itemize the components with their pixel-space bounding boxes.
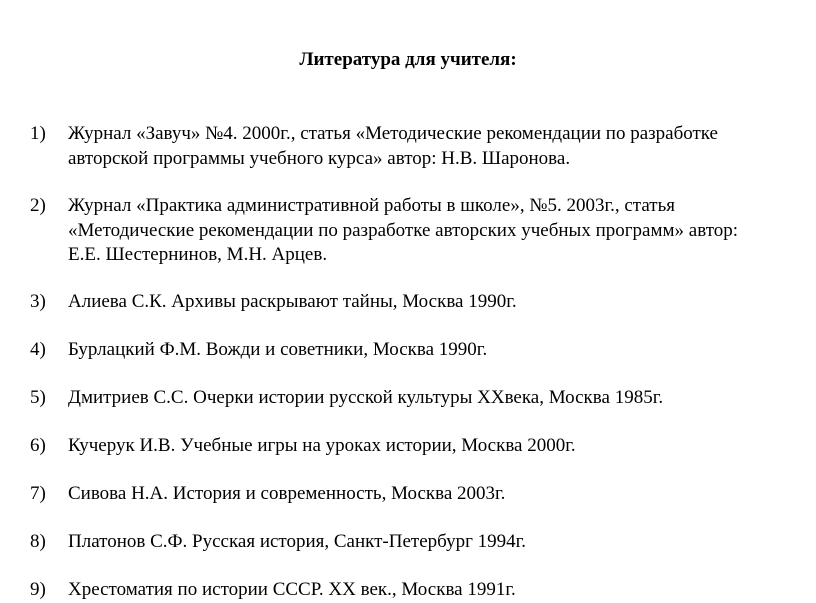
list-item-line: Хрестоматия по истории СССР. XX век., Москва 1991г. bbox=[68, 579, 516, 600]
list-item-line: Е.Е. Шестернинов, М.Н. Арцев. bbox=[68, 244, 328, 265]
list-item-text bbox=[68, 122, 816, 171]
list-item-number: 8) bbox=[30, 531, 46, 552]
list-item-text bbox=[68, 434, 816, 459]
list-item-number: 5) bbox=[30, 387, 46, 408]
list-item-line: «Методические рекомендации по разработке авторских учебных программ» автор: bbox=[68, 219, 739, 241]
list-item-line: Бурлацкий Ф.М. Вожди и советники, Москва 1990г. bbox=[68, 339, 488, 360]
list-item-text bbox=[68, 338, 816, 363]
list-item-text bbox=[68, 386, 816, 411]
list-item-number: 4) bbox=[30, 339, 46, 360]
list-item-number: 2) bbox=[30, 195, 46, 216]
list-item-text bbox=[68, 194, 816, 268]
list-item-number: 9) bbox=[30, 579, 46, 600]
list-item-line: Дмитриев С.С. Очерки истории русской культуры XXвека, Москва 1985г. bbox=[68, 387, 664, 408]
list-item-line: Журнал «Завуч» №4. 2000г., статья «Методические рекомендации по разработке bbox=[68, 123, 718, 144]
list-item-line: Алиева С.К. Архивы раскрывают тайны, Москва 1990г. bbox=[68, 291, 517, 312]
list-item-line: Журнал «Практика административной работы в школе», №5. 2003г., статья bbox=[68, 195, 675, 216]
list-item-line: авторской программы учебного курса» автор: Н.В. Шаронова. bbox=[68, 147, 571, 169]
list-item-text bbox=[68, 578, 816, 603]
list-item-text bbox=[68, 290, 816, 315]
list-item-number: 6) bbox=[30, 435, 46, 456]
list-item-number: 3) bbox=[30, 291, 46, 312]
list-item-line: Платонов С.Ф. Русская история, Санкт-Петербург 1994г. bbox=[68, 531, 527, 552]
list-item-line: Кучерук И.В. Учебные игры на уроках истории, Москва 2000г. bbox=[68, 435, 576, 456]
list-item-number: 7) bbox=[30, 483, 46, 504]
list-item-line: Сивова Н.А. История и современность, Москва 2003г. bbox=[68, 483, 506, 504]
list-item-text bbox=[68, 530, 816, 555]
page-title: Литература для учителя: bbox=[299, 49, 517, 70]
list-item-text bbox=[68, 482, 816, 507]
list-item-number: 1) bbox=[30, 123, 46, 144]
